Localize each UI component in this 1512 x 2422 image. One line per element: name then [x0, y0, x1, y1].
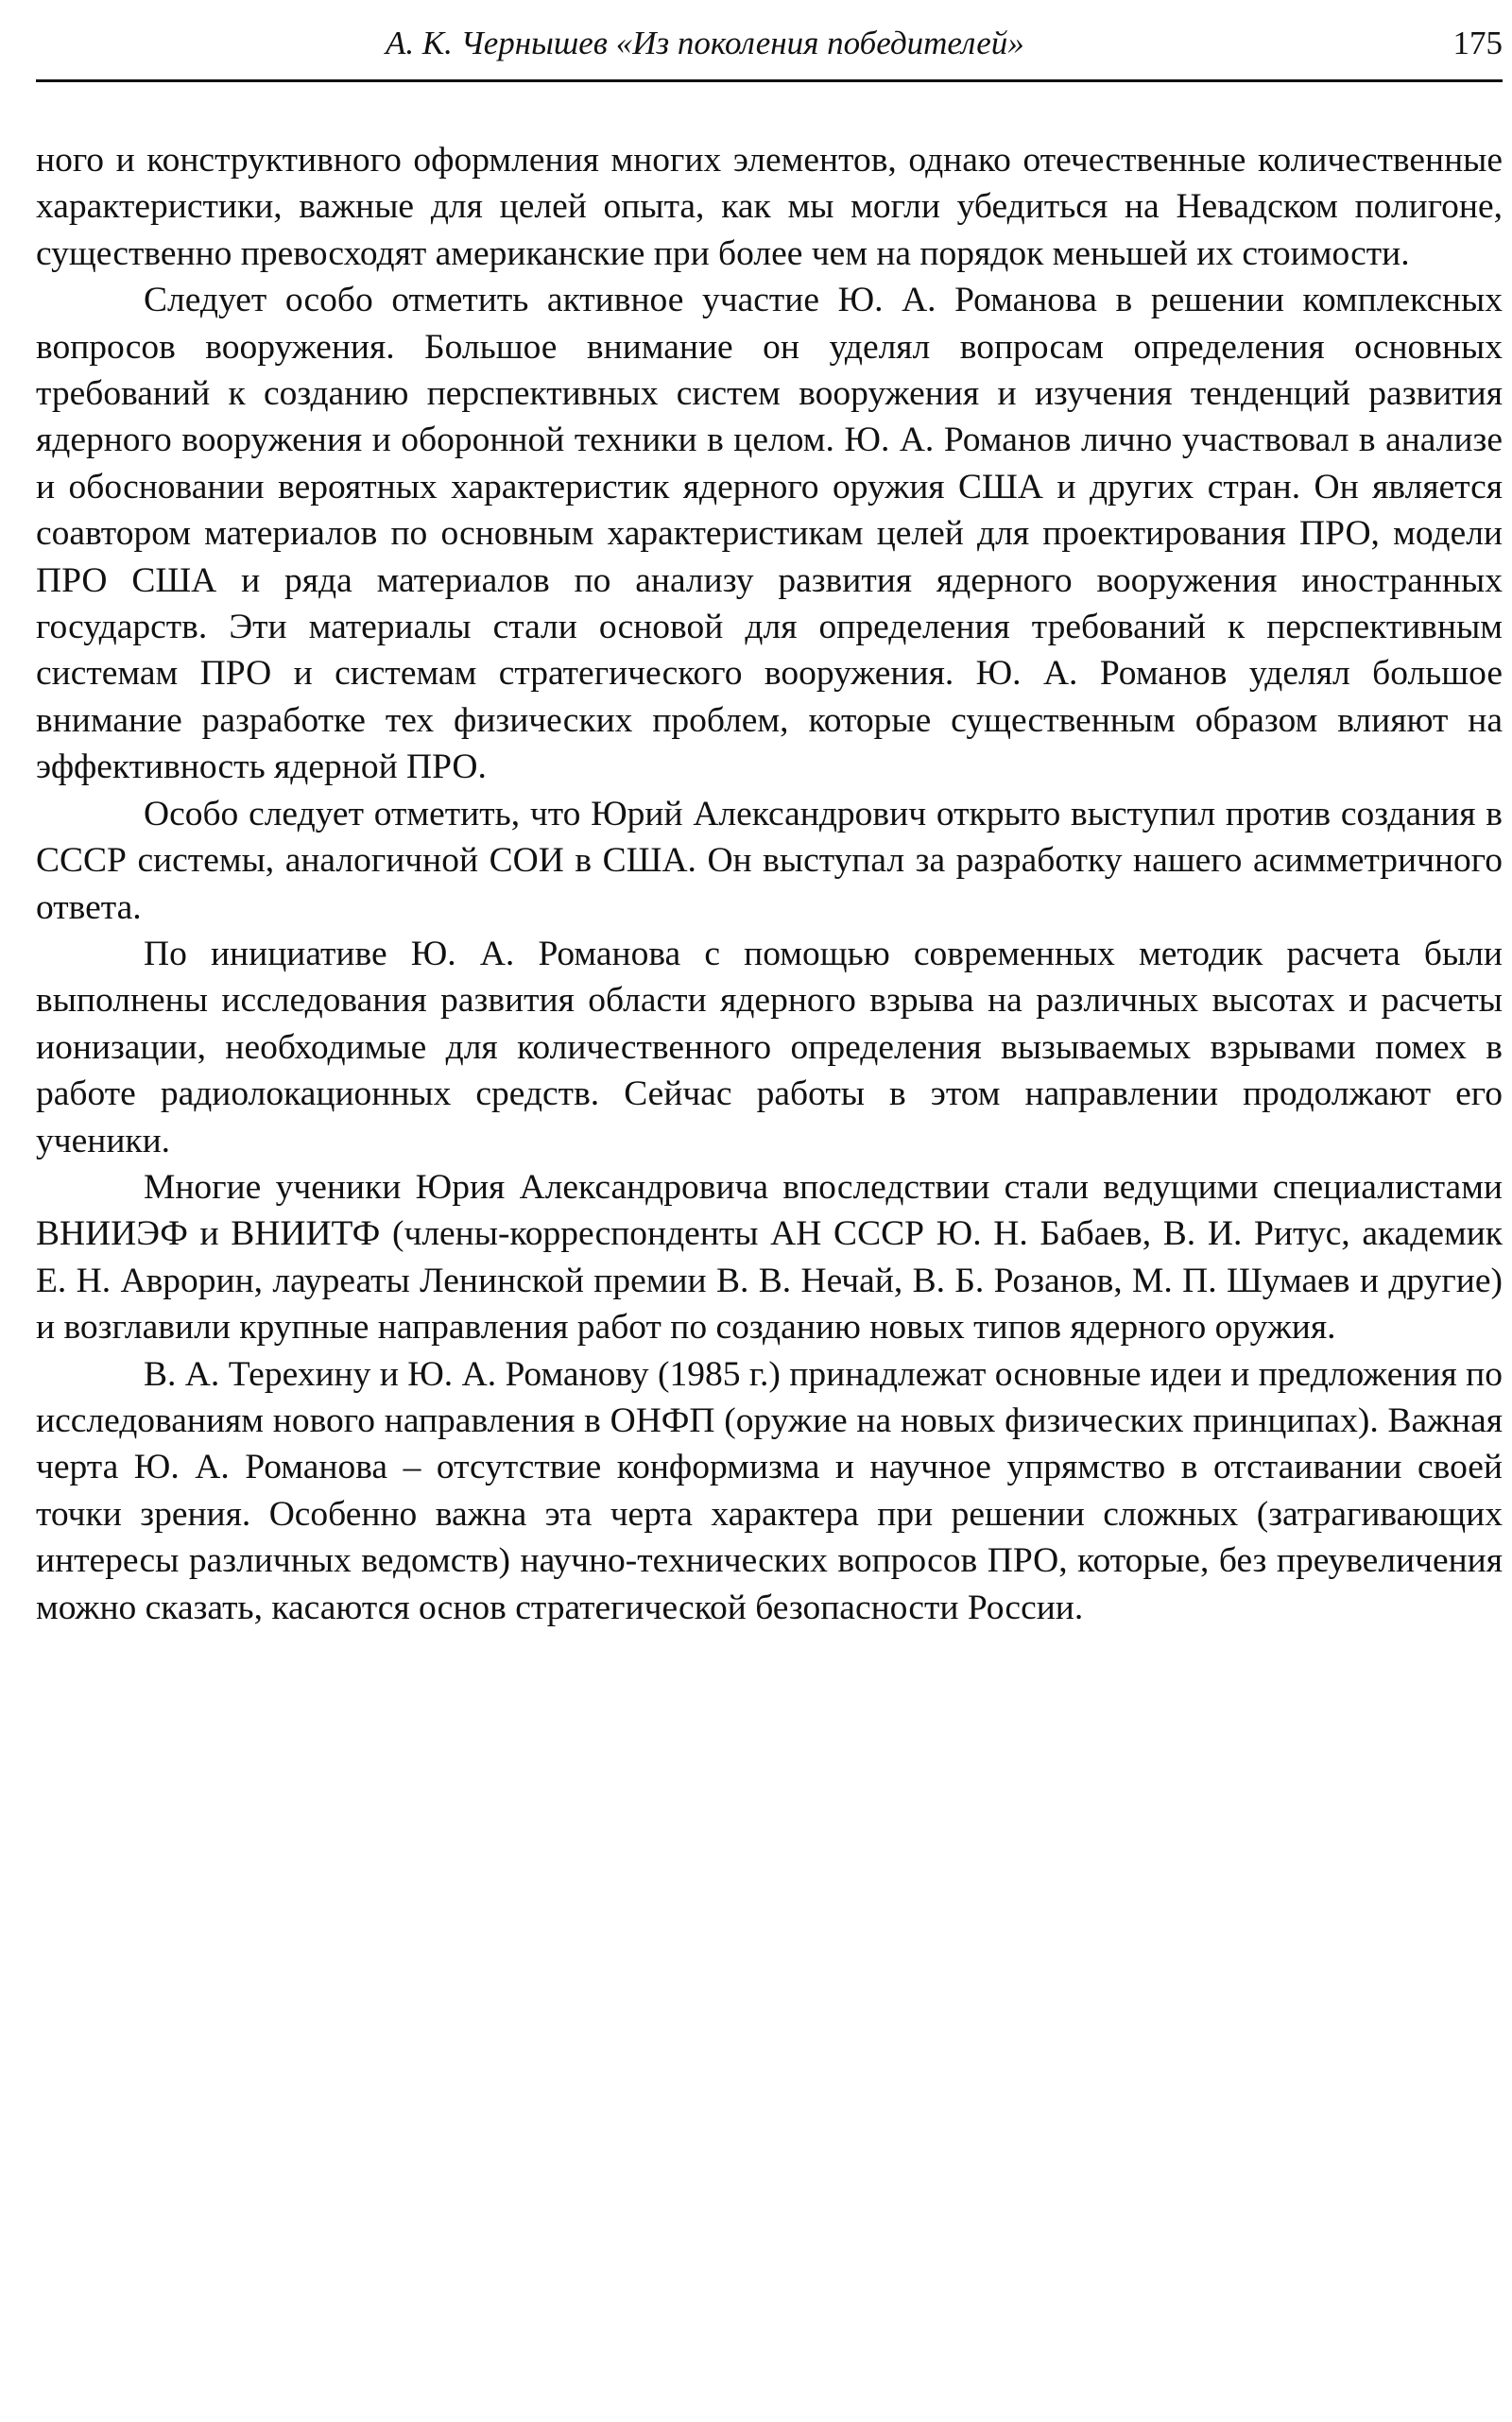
paragraph: Особо следует отметить, что Юрий Александрович открыто выступил против создания в СССР системы, аналогичной СОИ в США. Он выступал за разработку нашего асимметричного ответа. [36, 794, 1503, 927]
book-page [36, 0, 1503, 1631]
paragraph: Следует особо отметить активное участие Ю. А. Романова в решении комплексных вопросов вооружения. Большое внимание он уделял вопросам определения основных требований к созданию перспективных систем вооружения и изучения тенденций развития ядерного вооружения и оборонной техники в целом. Ю. А. Романов лично участвовал в анализе и обосновании вероятных характеристик ядерного оружия США и других стран. Он является соавтором материалов по основным характеристикам целей для проектирования ПРО, модели ПРО США и ряда материалов по анализу развития ядерного вооружения иностранных государств. Эти материалы стали основой для определения требований к перспективным системам ПРО и системам стратегического вооружения. Ю. А. Романов уделял большое внимание разработке тех физических проблем, которые существенным образом влияют на эффективность ядерной ПРО. [36, 281, 1503, 787]
paragraph: В. А. Терехину и Ю. А. Романову (1985 г.) принадлежат основные идеи и предложения по исследованиям нового направления в ОНФП (оружие на новых физических принципах). Важная черта Ю. А. Романова – отсутствие конформизма и научное упрямство в отстаивании своей точки зрения. Особенно важна эта черта характера при решении сложных (затрагивающих интересы различных ведомств) научно-технических вопросов ПРО, которые, без преувеличения можно сказать, касаются основ стратегической безопасности России. [36, 1354, 1503, 1627]
paragraph: Многие ученики Юрия Александровича впоследствии стали ведущими специалистами ВНИИЭФ и ВНИИТФ (члены-корреспонденты АН СССР Ю. Н. Бабаев, В. И. Ритус, академик Е. Н. Аврорин, лауреаты Ленинской премии В. В. Нечай, В. Б. Розанов, М. П. Шумаев и другие) и возглавили крупные направления работ по созданию новых типов ядерного оружия. [36, 1167, 1503, 1348]
body-text [36, 137, 1503, 1631]
running-header [36, 0, 1503, 82]
paragraph: По инициативе Ю. А. Романова с помощью современных методик расчета были выполнены исследования развития области ядерного взрыва на различных высотах и расчеты ионизации, необходимые для количественного определения вызываемых взрывами помех в работе радиолокационных средств. Сейчас работы в этом направлении продолжают его ученики. [36, 934, 1503, 1160]
running-header-title: А. К. Чернышев «Из поколения победителей» [386, 25, 1024, 61]
page-number: 175 [1452, 25, 1503, 61]
paragraph-continued: ного и конструктивного оформления многих элементов, однако отечественные количественные характеристики, важные для целей опыта, как мы могли убедиться на Невадском полигоне, существенно превосходят американские при более чем на порядок меньшей их стоимости. [36, 141, 1503, 273]
